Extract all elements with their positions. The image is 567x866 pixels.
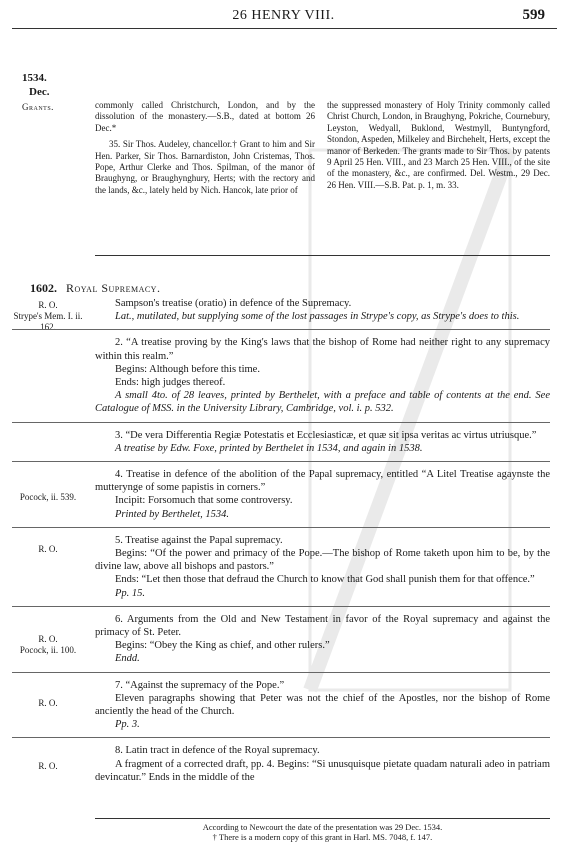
- entry-title: 5. Treatise against the Papal supremacy.: [115, 534, 283, 546]
- sidenote-source: R. O.: [38, 761, 58, 771]
- entry-body: A fragment of a corrected draft, pp. 4. Begins: “Si unusquisque pietate quadam naturali adeo in patriam devincatur.” Ends in the middle of the: [95, 758, 550, 783]
- margin-month: Dec.: [29, 86, 50, 98]
- entry-divider: [12, 461, 550, 462]
- entry-ends: Ends: “Let then those that defraud the Church to know that God shall punish them for that offence.”: [115, 574, 535, 586]
- entry-begins: Begins: Although before this time.: [115, 363, 260, 375]
- entry-title: 2. “A treatise proving by the King's laws that the bishop of Rome had neither right to any supremacy within this realm.”: [95, 337, 550, 362]
- entry-title: 3. “De vera Differentia Regiæ Potestatis et Ecclesiasticæ, et quæ sit ipsa veritas ac virtus utriusque.”: [115, 429, 537, 441]
- grant-paragraph: commonly called Christchurch, London, and by the dissolution of the monastery.—S.B., dated at bottom 26 Dec.*: [95, 100, 315, 133]
- section-title: Royal Supremacy.: [66, 281, 161, 295]
- margin-year: 1534.: [22, 72, 47, 84]
- sidenote-source: R. O.: [38, 634, 58, 644]
- entry-title: 8. Latin tract in defence of the Royal supremacy.: [115, 745, 320, 757]
- grant-column-right: [327, 100, 550, 196]
- entry-endorsed: Endd.: [115, 653, 140, 665]
- footnote: According to Newcourt the date of the presentation was 29 Dec. 1534.: [202, 822, 443, 832]
- entry-begins: Begins: “Obey the King as chief, and other rulers.”: [115, 640, 330, 652]
- entry-body: Eleven paragraphs showing that Peter was not the chief of the Apostles, nor the bishop of Rome anciently the head of the Church.: [95, 692, 550, 718]
- margin-grants-label: Grants.: [22, 102, 54, 112]
- entry-note: A small 4to. of 28 leaves, printed by Berthelet, with a preface and table of contents at the end. See Catalogue of MSS. in the University Library, Cambridge, vol. i. p. 532.: [95, 390, 550, 415]
- entry-divider: [12, 606, 550, 607]
- page-number: 599: [522, 7, 545, 23]
- entry-begins: Begins: “Of the power and primacy of the Pope.—The bishop of Rome taketh upon him to be, by the divine law, above all bishops and pastors.”: [95, 548, 550, 573]
- sidenote-source: Pocock, ii. 100.: [19, 645, 77, 655]
- entry-title: 4. Treatise in defence of the abolition of the Papal supremacy, entitled “A Litel Treatise agaynste the mutterynge of some papistis in corners.”: [95, 469, 550, 494]
- entry-title: Sampson's treatise (oratio) in defence of the Supremacy.: [115, 298, 352, 309]
- entry-pages: Pp. 3.: [115, 719, 140, 731]
- footnote: † There is a modern copy of this grant in Harl. MS. 7048, f. 147.: [212, 832, 433, 842]
- footnote-rule: [95, 818, 550, 819]
- entry-divider: [12, 422, 550, 423]
- entry-note: Lat., mutilated, but supplying some of the lost passages in Strype's copy, as Strype's does to this.: [115, 311, 520, 323]
- sidenote-source: R. O.: [38, 544, 58, 554]
- sidenote-source: Pocock, ii. 539.: [19, 492, 77, 502]
- entry-divider: [12, 672, 550, 673]
- grants-end-rule: [95, 255, 550, 256]
- footnotes: [95, 822, 550, 842]
- entry-divider: [12, 527, 550, 528]
- grant-column-left: [95, 100, 315, 201]
- running-title: 26 HENRY VIII.: [232, 8, 335, 23]
- entry-divider: [12, 737, 550, 738]
- entry-pages: Pp. 15.: [115, 587, 146, 599]
- entry-note: A treatise by Edw. Foxe, printed by Berthelet in 1534, and again in 1538.: [115, 442, 423, 454]
- sidenote-source: Strype's Mem. I. ii. 162.: [13, 311, 83, 332]
- grant-paragraph: 35. Sir Thos. Audeley, chancellor.† Grant to him and Sir Hen. Parker, Sir Thos. Barnardiston, John Cristemas, Thos. Pope, Arthur Clerke and Thos. Spilman, of the manor of Braughyng, or Braughynghury, Herts; with the rectory and the lands, &c., lately held by Nich. Hancok, late prior of: [95, 139, 315, 195]
- sidenote-source: R. O.: [38, 698, 58, 708]
- entry-title: 7. “Against the supremacy of the Pope.”: [115, 679, 285, 691]
- entry-incipit: Incipit: Forsomuch that some controversy.: [115, 495, 293, 507]
- page-header: [0, 4, 567, 26]
- entry-divider: [12, 329, 550, 330]
- section-body: [95, 297, 550, 790]
- grant-paragraph: the suppressed monastery of Holy Trinity commonly called Christ Church, London, in Braughyng, Pokriche, Cournebury, Leyston, Wedyall, Buklond, Westmyll, Buntyngford, Stondon, Aspeden, Milkeley and Birchehelt, Herts, except the manor of Berkeden. The grants made to Sir Thos. by patents 9 April 25 Hen. VIII., and 23 March 25 Hen. VIII., of the site of the monastery, &c., are confirmed. Del. Westm., 29 Dec. 26 Hen. VIII.—S.B. Pat. p. 1, m. 33.: [327, 100, 550, 190]
- header-rule: [12, 28, 557, 29]
- sidenote-source: R. O.: [38, 300, 58, 310]
- entry-printed: Printed by Berthelet, 1534.: [115, 508, 230, 520]
- entry-ends: Ends: high judges thereof.: [115, 377, 226, 389]
- section-number: 1602.: [30, 281, 57, 295]
- section-heading: [30, 281, 160, 296]
- entry-title: 6. Arguments from the Old and New Testament in favor of the Royal supremacy and against the primacy of St. Peter.: [95, 613, 550, 639]
